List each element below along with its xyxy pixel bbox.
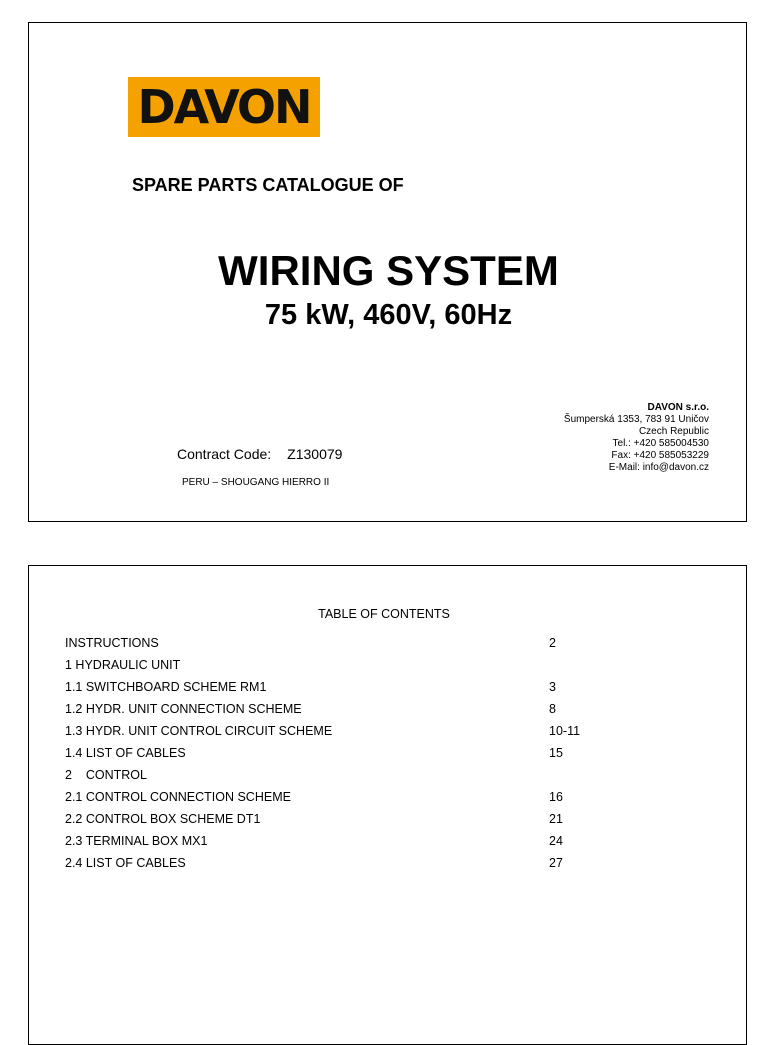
- toc-entry-label: 1.1 SWITCHBOARD SCHEME RM1: [65, 680, 267, 694]
- toc-entry: [65, 680, 705, 702]
- toc-list: [65, 636, 705, 878]
- toc-entry-page: 15: [549, 746, 563, 760]
- company-tel: Tel.: +420 585004530: [612, 438, 709, 449]
- toc-entry-page: 21: [549, 812, 563, 826]
- company-email: E-Mail: info@davon.cz: [608, 462, 709, 473]
- toc-entry-label: 1 HYDRAULIC UNIT: [65, 658, 181, 672]
- company-address-block: [564, 402, 709, 474]
- toc-entry: [65, 636, 705, 658]
- power-specs: 75 kW, 460V, 60Hz: [264, 299, 513, 331]
- company-country: Czech Republic: [638, 426, 709, 437]
- toc-page: [28, 565, 747, 1045]
- toc-entry: [65, 856, 705, 878]
- toc-entry-page: 16: [549, 790, 563, 804]
- toc-entry-label: 2.1 CONTROL CONNECTION SCHEME: [65, 790, 291, 804]
- toc-entry-label: 2 CONTROL: [65, 768, 147, 782]
- document-title: WIRING SYSTEM: [218, 247, 559, 294]
- contract-code-label: Contract Code:: [177, 446, 272, 462]
- toc-entry-label: 1.3 HYDR. UNIT CONTROL CIRCUIT SCHEME: [65, 724, 333, 738]
- toc-entry: [65, 746, 705, 768]
- toc-entry-label: 2.2 CONTROL BOX SCHEME DT1: [65, 812, 261, 826]
- toc-entry-page: 10-11: [549, 724, 581, 738]
- toc-entry: [65, 724, 705, 746]
- toc-entry: [65, 790, 705, 812]
- cover-page: [28, 22, 747, 522]
- toc-entry-page: 8: [549, 702, 556, 716]
- toc-entry: [65, 768, 705, 790]
- toc-entry-label: INSTRUCTIONS: [65, 636, 159, 650]
- toc-entry-label: 2.4 LIST OF CABLES: [65, 856, 186, 870]
- catalogue-subtitle: SPARE PARTS CATALOGUE OF: [132, 175, 404, 195]
- toc-entry: [65, 812, 705, 834]
- company-street: Šumperská 1353, 783 91 Uničov: [563, 414, 709, 425]
- toc-entry: [65, 702, 705, 724]
- toc-entry-page: 3: [549, 680, 556, 694]
- contract-code-line: [177, 446, 342, 462]
- company-fax: Fax: +420 585053229: [611, 450, 709, 461]
- toc-entry-label: 1.2 HYDR. UNIT CONNECTION SCHEME: [65, 702, 302, 716]
- logo-text: DAVON: [137, 80, 311, 134]
- toc-entry-label: 2.3 TERMINAL BOX MX1: [65, 834, 208, 848]
- contract-code-value: Z130079: [287, 446, 343, 462]
- toc-entry: [65, 658, 705, 680]
- toc-title: TABLE OF CONTENTS: [318, 607, 450, 621]
- toc-entry-page: 27: [549, 856, 563, 870]
- toc-entry-label: 1.4 LIST OF CABLES: [65, 746, 186, 760]
- toc-entry-page: 24: [549, 834, 563, 848]
- company-name: DAVON s.r.o.: [647, 402, 709, 413]
- toc-entry-page: 2: [549, 636, 556, 650]
- davon-logo: [128, 77, 320, 137]
- toc-entry: [65, 834, 705, 856]
- project-name: PERU – SHOUGANG HIERRO II: [182, 477, 330, 488]
